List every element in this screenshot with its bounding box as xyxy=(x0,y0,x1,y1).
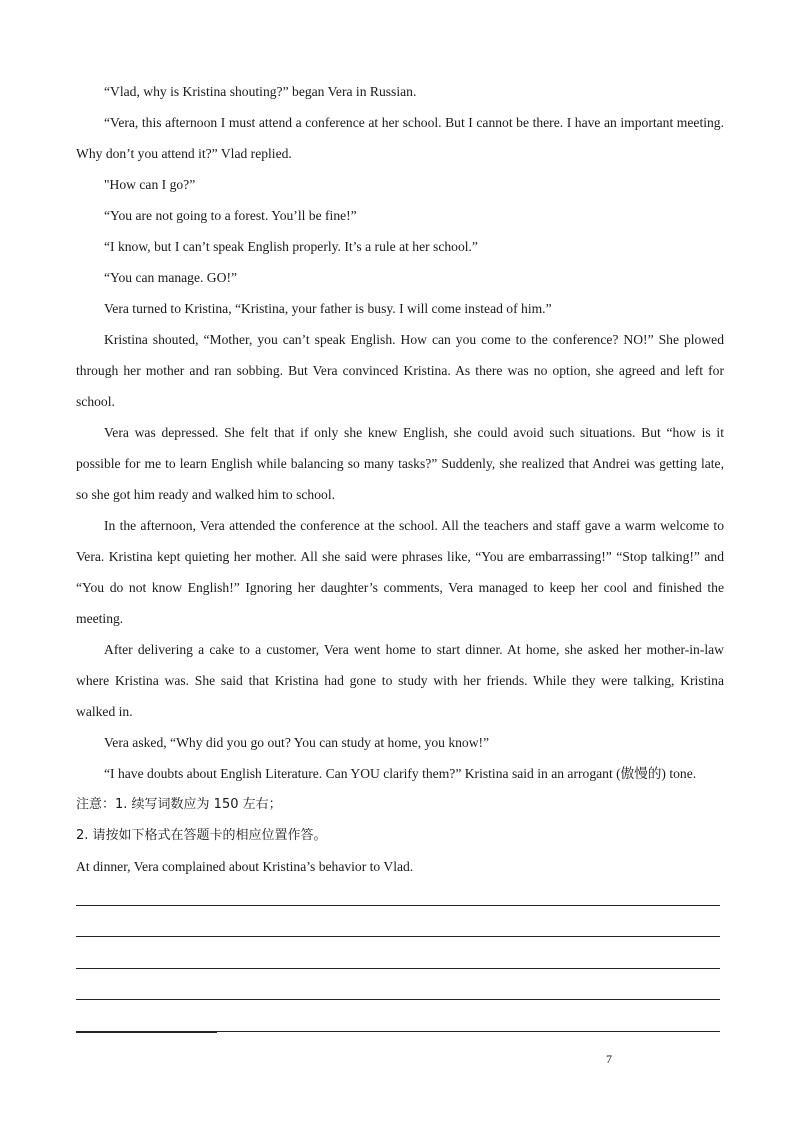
answer-line xyxy=(76,937,720,969)
story-paragraph: “I have doubts about English Literature. Can YOU clarify them?” Kristina said in an arrogant (傲慢的) tone. xyxy=(104,766,697,781)
answer-line xyxy=(76,1000,720,1032)
story-paragraph: “Vlad, why is Kristina shouting?” began Vera in Russian. xyxy=(104,84,417,99)
story-paragraph: “You can manage. GO!” xyxy=(104,270,238,285)
story-paragraph: After delivering a cake to a customer, Vera went home to start dinner. At home, she asked her mother-in-law where Kristina was. She said that Kristina had gone to study with her friends. While they were talking, Kristina walked in. xyxy=(76,642,724,719)
story-paragraph: In the afternoon, Vera attended the conference at the school. All the teachers and staff gave a warm welcome to Vera. Kristina kept quieting her mother. All she said were phrases like, “You are embarrassing!” “Stop talking!” and “You do not know English!” Ignoring her daughter’s comments, Vera managed to keep her cool and finished the meeting. xyxy=(76,518,724,626)
story-paragraph: “Vera, this afternoon I must attend a conference at her school. But I cannot be there. I have an important meeting. Why don’t you attend it?” Vlad replied. xyxy=(76,115,724,161)
story-paragraph: Vera was depressed. She felt that if only she knew English, she could avoid such situations. But “how is it possible for me to learn English while balancing so many tasks?” Suddenly, she realized that Andrei was getting late, so she got him ready and walked him to school. xyxy=(76,425,724,502)
answer-line xyxy=(76,874,720,906)
instruction-note: 注意：1. 续写词数应为 150 左右； xyxy=(76,797,282,812)
answer-lines xyxy=(76,874,720,1032)
story-paragraph: “I know, but I can’t speak English properly. It’s a rule at her school.” xyxy=(104,239,478,254)
answer-line xyxy=(76,906,720,938)
answer-line-short xyxy=(76,1032,217,1033)
continuation-prompt: At dinner, Vera complained about Kristina’s behavior to Vlad. xyxy=(76,859,414,874)
instruction-note: 2. 请按如下格式在答题卡的相应位置作答。 xyxy=(76,828,327,843)
story-text xyxy=(76,76,724,882)
answer-line xyxy=(76,969,720,1001)
story-paragraph: Vera turned to Kristina, “Kristina, your father is busy. I will come instead of him.” xyxy=(104,301,552,316)
story-paragraph: Kristina shouted, “Mother, you can’t speak English. How can you come to the conference? NO!” She plowed through her mother and ran sobbing. But Vera convinced Kristina. As there was no option, she agreed and left for school. xyxy=(76,332,724,409)
story-paragraph: “You are not going to a forest. You’ll be fine!” xyxy=(104,208,357,223)
page-number: 7 xyxy=(606,1052,612,1066)
story-paragraph: Vera asked, “Why did you go out? You can study at home, you know!” xyxy=(104,735,490,750)
story-paragraph: "How can I go?” xyxy=(104,177,196,192)
